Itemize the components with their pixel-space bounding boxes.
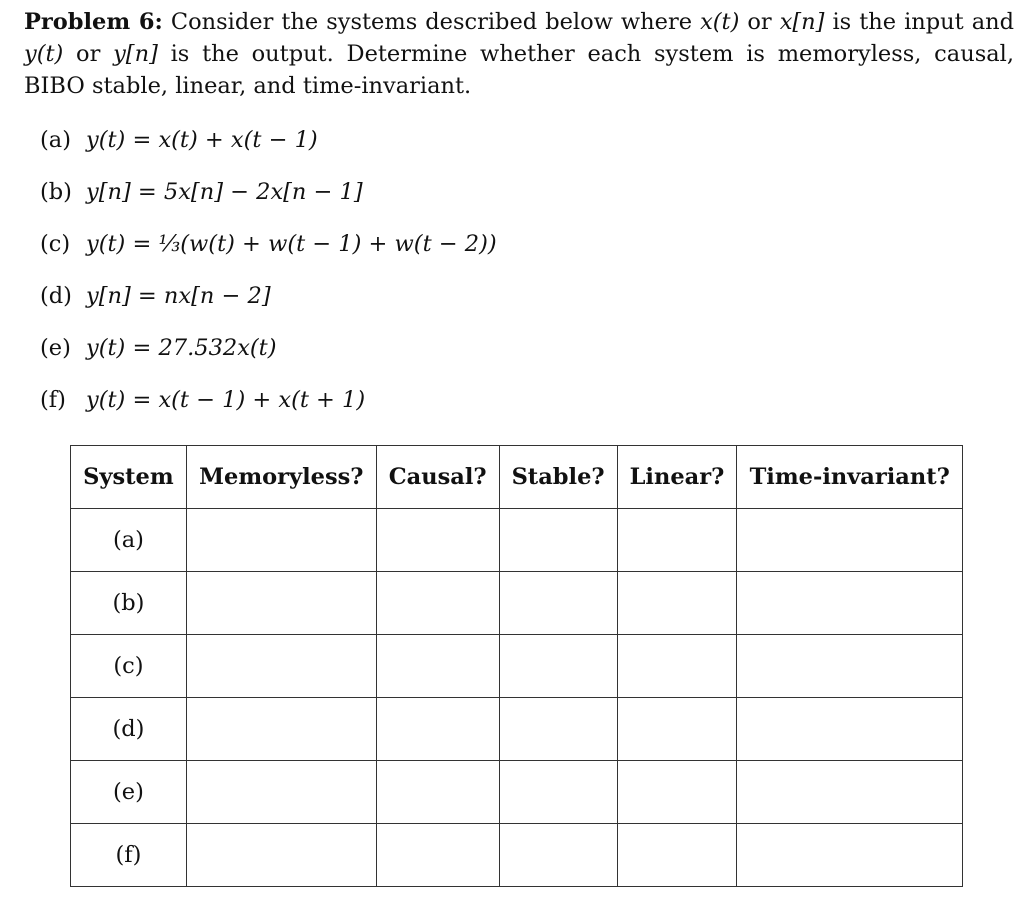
header-stable: Stable?: [499, 446, 617, 509]
answer-cell[interactable]: [737, 698, 963, 761]
answer-cell[interactable]: [499, 635, 617, 698]
answer-cell[interactable]: [617, 698, 737, 761]
item-label: (b): [40, 179, 72, 205]
header-linear: Linear?: [617, 446, 737, 509]
header-time-invariant: Time-invariant?: [737, 446, 963, 509]
system-item-a: [40, 120, 497, 172]
item-equation: y[n] = nx[n − 2]: [86, 283, 271, 309]
answer-cell[interactable]: [499, 761, 617, 824]
answer-cell[interactable]: [737, 824, 963, 887]
answer-cell[interactable]: [376, 572, 499, 635]
answer-cell[interactable]: [617, 635, 737, 698]
answer-cell[interactable]: [737, 761, 963, 824]
item-label: (a): [40, 127, 71, 153]
table-row: [71, 698, 963, 761]
item-equation: y(t) = x(t − 1) + x(t + 1): [86, 387, 366, 413]
row-system-label: (d): [71, 698, 187, 761]
answer-cell[interactable]: [617, 824, 737, 887]
problem-statement: [24, 6, 1014, 102]
answer-cell[interactable]: [186, 572, 376, 635]
header-system: System: [71, 446, 187, 509]
item-equation: y(t) = 27.532x(t): [86, 335, 277, 361]
answer-cell[interactable]: [186, 761, 376, 824]
answer-cell[interactable]: [617, 572, 737, 635]
system-item-d: [40, 276, 497, 328]
answer-cell[interactable]: [376, 824, 499, 887]
problem-text-1: Consider the systems described below where: [170, 9, 693, 35]
math-y-t: y(t): [24, 41, 64, 67]
answer-cell[interactable]: [376, 635, 499, 698]
answer-cell[interactable]: [186, 635, 376, 698]
answer-cell[interactable]: [617, 509, 737, 572]
system-item-b: [40, 172, 497, 224]
row-system-label: (c): [71, 635, 187, 698]
item-label: (d): [40, 283, 72, 309]
row-system-label: (b): [71, 572, 187, 635]
row-system-label: (e): [71, 761, 187, 824]
table-row: [71, 824, 963, 887]
answer-cell[interactable]: [376, 698, 499, 761]
item-label: (e): [40, 335, 71, 361]
answer-cell[interactable]: [499, 824, 617, 887]
problem-text-2: is the input and: [832, 9, 1015, 35]
answer-cell[interactable]: [186, 509, 376, 572]
table-row: [71, 572, 963, 635]
item-equation: y[n] = 5x[n] − 2x[n − 1]: [86, 179, 363, 205]
item-label: (c): [40, 231, 71, 257]
answer-cell[interactable]: [499, 698, 617, 761]
table-row: [71, 509, 963, 572]
item-label: (f): [40, 387, 66, 413]
row-system-label: (f): [71, 824, 187, 887]
answer-table: [70, 445, 963, 887]
math-x-t: x(t): [700, 9, 740, 35]
answer-cell[interactable]: [376, 761, 499, 824]
math-y-n: y[n]: [113, 41, 158, 67]
header-memoryless: Memoryless?: [186, 446, 376, 509]
answer-cell[interactable]: [376, 509, 499, 572]
item-equation: y(t) = x(t) + x(t − 1): [86, 127, 318, 153]
table-row: [71, 761, 963, 824]
system-list: [40, 120, 497, 432]
answer-cell[interactable]: [186, 698, 376, 761]
problem-text-3: is the output. Determine whether each system is memoryless, causal, BIBO stable, linear, and time-invariant.: [24, 41, 1014, 99]
answer-cell[interactable]: [737, 635, 963, 698]
system-item-f: [40, 380, 497, 432]
item-equation: y(t) = ⅓(w(t) + w(t − 1) + w(t − 2)): [86, 231, 497, 257]
system-item-e: [40, 328, 497, 380]
system-item-c: [40, 224, 497, 276]
answer-cell[interactable]: [499, 509, 617, 572]
answer-cell[interactable]: [737, 509, 963, 572]
answer-cell[interactable]: [499, 572, 617, 635]
table-header-row: [71, 446, 963, 509]
problem-or-1: or: [747, 9, 772, 35]
answer-cell[interactable]: [737, 572, 963, 635]
row-system-label: (a): [71, 509, 187, 572]
answer-cell[interactable]: [186, 824, 376, 887]
math-x-n: x[n]: [779, 9, 825, 35]
problem-title: Problem 6:: [24, 9, 163, 35]
answer-cell[interactable]: [617, 761, 737, 824]
header-causal: Causal?: [376, 446, 499, 509]
table-row: [71, 635, 963, 698]
problem-or-2: or: [76, 41, 101, 67]
